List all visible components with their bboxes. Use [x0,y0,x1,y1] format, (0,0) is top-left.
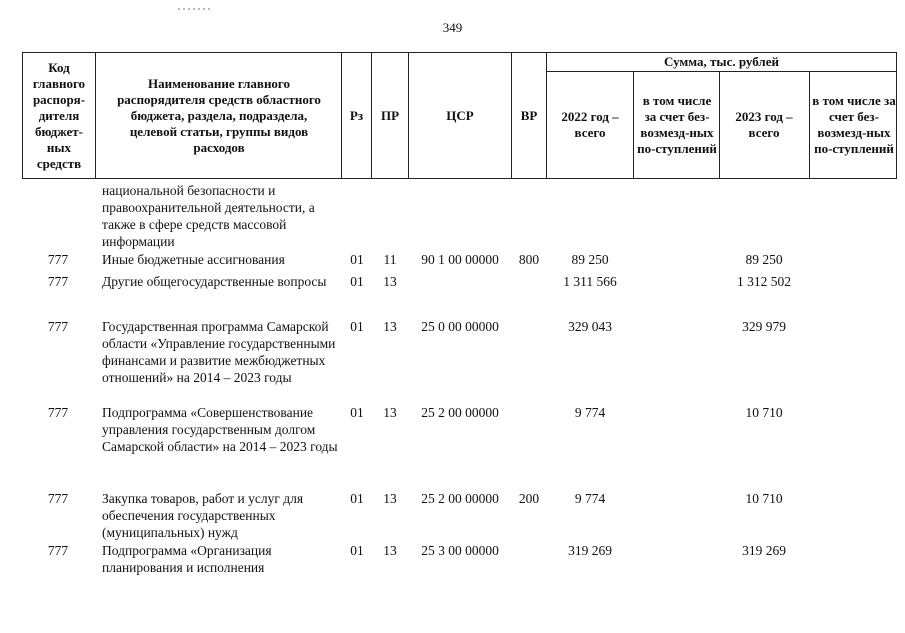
row-kod: 777 [47,274,69,289]
row-kod: 777 [47,252,69,267]
header-csr: ЦСР [446,108,474,123]
row-sum-2022: 9 774 [574,491,606,506]
page-number: 349 [442,20,463,35]
header-2023-grants: в том числе за счет без-возмезд-ных по-ступлений [812,93,896,156]
row-csr: 25 2 00 00000 [421,491,499,506]
row-sum-2022: 1 311 566 [563,274,617,289]
row-name: Государственная программа Самарской области «Управление государственными финансами и развитие межбюджетных отношений» на 2014 – 2023 годы [102,319,336,385]
row-kod: 777 [47,491,69,506]
header-pr: ПР [380,108,400,123]
row-name: Иные бюджетные ассигнования [102,252,285,267]
row-sum-2023: 1 312 502 [737,274,791,289]
col-border [95,52,96,179]
row-sum-2022: 329 043 [568,319,612,334]
header-name: Наименование главного распорядителя средств областного бюджета, раздела, подраздела, целевой статьи, группы видов расходов [117,76,321,155]
row-sum-2022: 89 250 [571,252,609,267]
row-sum-2023: 329 979 [742,319,786,334]
row-pr: 11 [383,252,397,267]
header-2022-grants: в том числе за счет без-возмезд-ных по-ступлений [637,93,717,156]
row-pr: 13 [383,319,397,334]
header-vr: ВР [520,108,538,123]
row-pr: 13 [383,405,397,420]
col-border [719,71,720,179]
row-rz: 01 [350,543,364,558]
header-rz: Рз [349,108,364,123]
row-name: Подпрограмма «Организация планирования и исполнения [102,543,272,575]
row-name: Закупка товаров, работ и услуг для обеспечения государственных (муниципальных) нужд [102,491,304,540]
header-bottom-border [22,178,897,179]
row-kod: 777 [47,543,69,558]
row-sum-2022: 9 774 [574,405,606,420]
row-sum-2022: 319 269 [568,543,612,558]
row-rz: 01 [350,274,364,289]
row-sum-2023: 89 250 [745,252,783,267]
row-rz: 01 [350,491,364,506]
header-2023-total: 2023 год – всего [735,109,793,140]
scan-artifact [178,8,212,10]
row-csr: 25 0 00 00000 [421,319,499,334]
row-csr: 25 3 00 00000 [421,543,499,558]
row-pr: 13 [383,274,397,289]
header-kod: Код главного распоря-дителя бюджет-ных средств [32,60,86,171]
row-sum-2023: 10 710 [745,405,783,420]
row-vr: 800 [518,252,540,267]
col-border [546,52,547,179]
row-kod: 777 [47,319,69,334]
row-csr: 25 2 00 00000 [421,405,499,420]
col-border [809,71,810,179]
row-vr: 200 [518,491,540,506]
row-pr: 13 [383,543,397,558]
row-kod: 777 [47,405,69,420]
row-rz: 01 [350,405,364,420]
row-pr: 13 [383,491,397,506]
col-border [633,71,634,179]
row-sum-2023: 319 269 [742,543,786,558]
col-border [896,52,897,179]
row-rz: 01 [350,319,364,334]
row-csr: 90 1 00 00000 [421,252,499,267]
row-sum-2023: 10 710 [745,491,783,506]
row-name: Другие общегосударственные вопросы [102,274,327,289]
row-rz: 01 [350,252,364,267]
header-sum-title: Сумма, тыс. рублей [664,54,779,69]
header-2022-total: 2022 год – всего [561,109,619,140]
row-name: национальной безопасности и правоохранительной деятельности, а также в сфере средств массовой информации [102,183,315,249]
row-name: Подпрограмма «Совершенствование управления государственным долгом Самарской области» на 2014 – 2023 годы [102,405,338,454]
col-border [22,52,23,179]
